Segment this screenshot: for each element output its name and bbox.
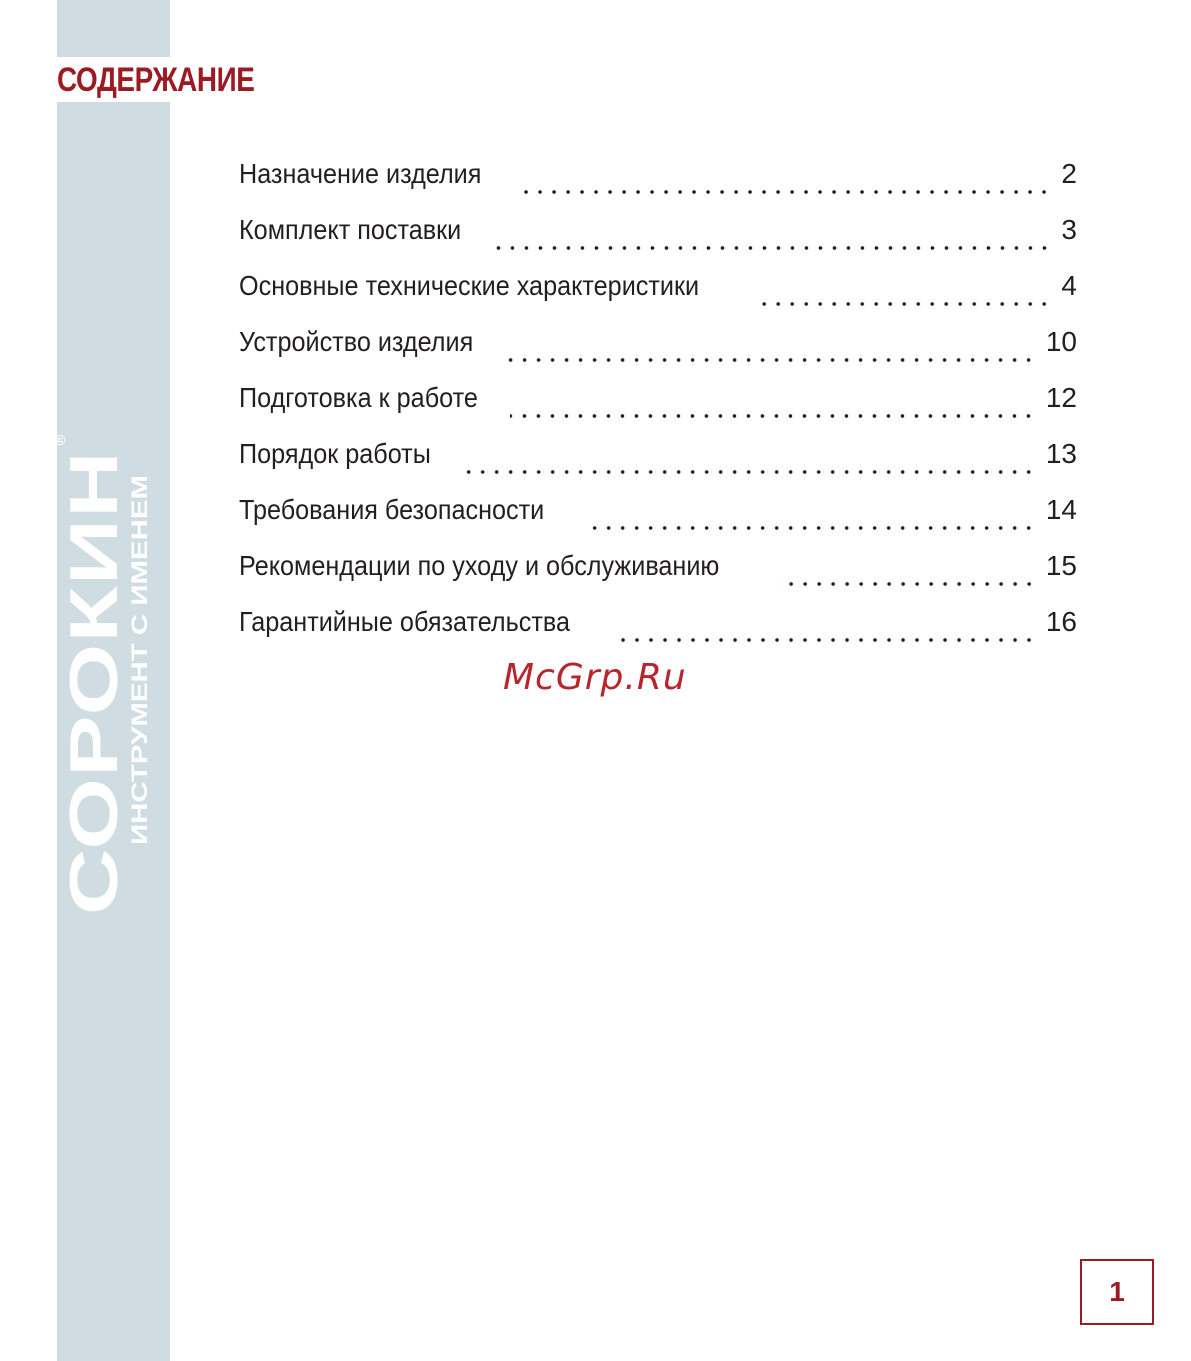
toc-entry[interactable] [239,206,1077,262]
toc-dot-leader [510,414,1035,418]
toc-entry-page: 14 [1045,494,1077,525]
toc-entry-page: 10 [1045,326,1077,357]
toc-entry[interactable] [239,598,1077,654]
brand-logo [53,433,170,920]
toc-dot-leader [492,246,1051,250]
toc-dot-leader [756,302,1051,306]
toc-entry[interactable] [239,542,1077,598]
toc-entry[interactable] [239,486,1077,542]
toc-entry-page: 12 [1045,382,1077,413]
toc-entry-label: Устройство изделия [239,326,474,357]
toc-entry[interactable] [239,430,1077,486]
toc-entry-label: Подготовка к работе [239,382,478,413]
toc-entry-label: Комплект поставки [239,214,462,245]
toc-entry-page: 13 [1045,438,1077,469]
toc-entry-page: 4 [1061,270,1077,301]
brand-name: СОРОКИН [56,570,132,915]
toc-entry-label: Требования безопасности [239,494,545,525]
toc-entry-label: Назначение изделия [239,158,482,189]
brand-tagline: ИНСТРУМЕНТ С ИМЕНЕМ [127,568,152,845]
toc-dot-leader [514,190,1051,194]
toc-entry-label: Основные технические характеристики [239,270,700,301]
page-number: 1 [1109,1276,1125,1307]
toc-dot-leader [584,526,1036,530]
toc-dot-leader [458,470,1036,474]
table-of-contents [239,150,1077,654]
toc-entry-page: 16 [1045,606,1077,637]
toc-entry-label: Порядок работы [239,438,431,469]
toc-entry-label: Гарантийные обязательства [239,606,571,637]
page-title: СОДЕРЖАНИЕ [57,61,255,99]
watermark: McGrp.Ru [503,657,687,698]
toc-dot-leader [505,358,1036,362]
toc-dot-leader [779,582,1036,586]
toc-entry-page: 2 [1061,158,1077,189]
toc-entry[interactable] [239,150,1077,206]
toc-entry[interactable] [239,374,1077,430]
toc-entry-page: 3 [1061,214,1077,245]
registered-mark-icon: ® [53,433,69,447]
page-number-box [1080,1259,1154,1325]
toc-entry-label: Рекомендации по уходу и обслуживанию [239,550,720,581]
toc-entry[interactable] [239,262,1077,318]
toc-entry[interactable] [239,318,1077,374]
toc-entry-page: 15 [1045,550,1077,581]
toc-dot-leader [613,638,1036,642]
